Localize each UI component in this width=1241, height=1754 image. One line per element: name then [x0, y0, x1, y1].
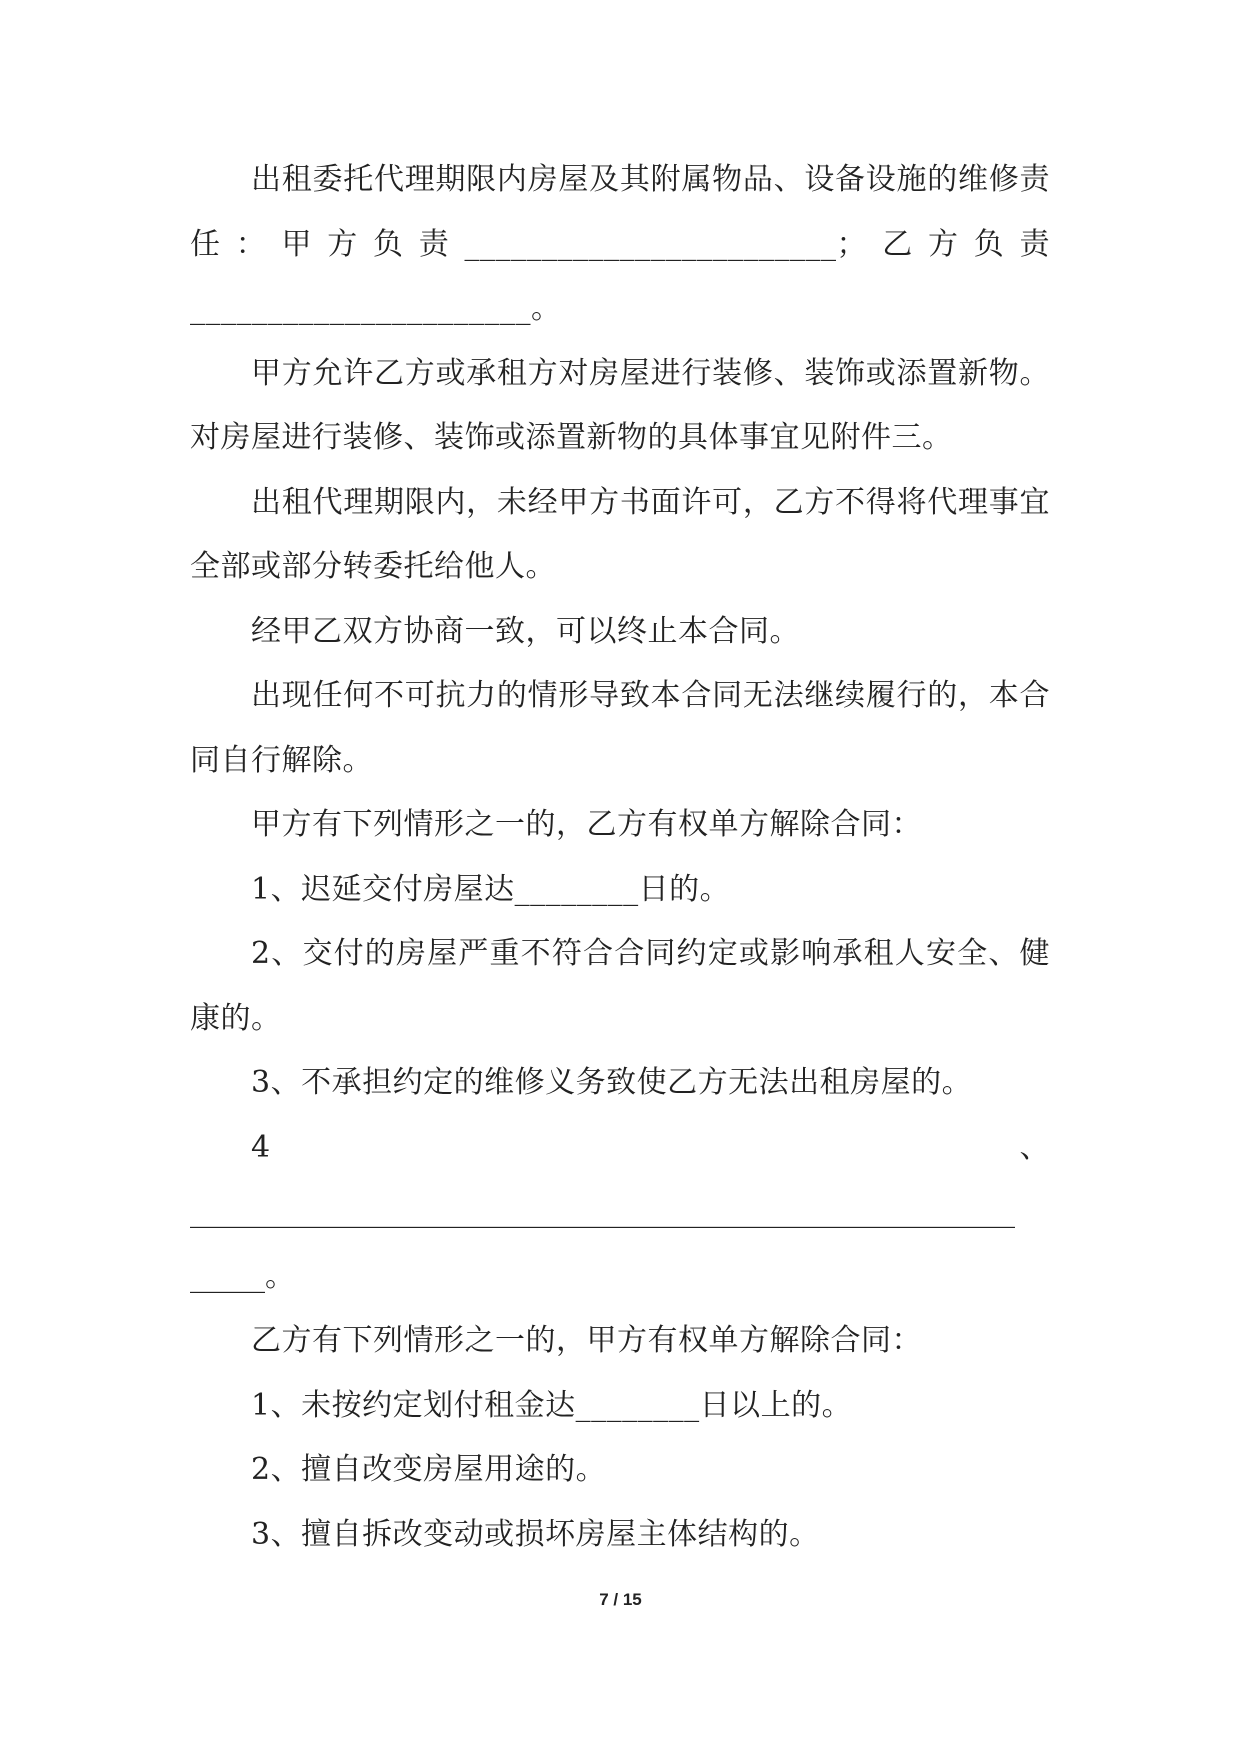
- paragraph-line: 乙方有下列情形之一的，甲方有权单方解除合同：: [251, 1323, 922, 1358]
- list-item-line: 3、不承担约定的维修义务致使乙方无法出租房屋的。: [251, 1065, 973, 1100]
- blank-fill-line: _______________________________________________________: [190, 1194, 1015, 1229]
- paragraph-party-b-termination-heading: [190, 793, 1050, 858]
- paragraph-line: ______________________。: [190, 291, 562, 326]
- list-item-number: 4: [251, 1129, 271, 1165]
- list-item-b3: [190, 1503, 1050, 1568]
- list-item-a3: [190, 1051, 1050, 1116]
- paragraph-line: 对房屋进行装修、装饰或添置新物的具体事宜见附件三。: [190, 420, 953, 455]
- list-item-line: 2、交付的房屋严重不符合合同约定或影响承租人安全、健: [251, 936, 1050, 971]
- paragraph-line: 同自行解除。: [190, 742, 373, 778]
- paragraph-mutual-termination: [190, 600, 1050, 665]
- list-item-separator: 、: [1019, 1129, 1050, 1165]
- paragraph-line: 出租委托代理期限内房屋及其附属物品、设备设施的维修责: [251, 162, 1050, 197]
- paragraph-line: 出租代理期限内，未经甲方书面许可，乙方不得将代理事宜: [251, 484, 1050, 520]
- paragraph-party-a-termination-heading: [190, 1309, 1050, 1374]
- paragraph-line: 甲方有下列情形之一的，乙方有权单方解除合同：: [251, 807, 922, 842]
- list-item-line: 2、擅自改变房屋用途的。: [251, 1452, 607, 1487]
- paragraph-line: 任：甲方负责________________________；乙方负责: [190, 226, 1050, 262]
- list-item-b2: [190, 1438, 1050, 1503]
- list-item-b1: [190, 1374, 1050, 1439]
- paragraph-line: 出现任何不可抗力的情形导致本合同无法继续履行的，本合: [251, 678, 1050, 713]
- list-item-a1: [190, 858, 1050, 923]
- page-number: 7 / 15: [599, 1590, 642, 1609]
- paragraph-force-majeure: [190, 664, 1050, 793]
- paragraph-line: 甲方允许乙方或承租方对房屋进行装修、装饰或添置新物。: [251, 355, 1050, 391]
- list-item-a2: [190, 922, 1050, 1051]
- paragraph-line: 全部或部分转委托给他人。: [190, 549, 556, 584]
- list-item-line: [190, 1116, 1050, 1181]
- paragraph-line: 经甲乙双方协商一致，可以终止本合同。: [251, 613, 800, 649]
- document-body: [190, 148, 1050, 1567]
- list-item-line: 康的。: [190, 1000, 282, 1036]
- list-item-line: 1、迟延交付房屋达________日的。: [251, 871, 731, 907]
- list-item-line: 3、擅自拆改变动或损坏房屋主体结构的。: [251, 1516, 820, 1552]
- list-item-a4: [190, 1116, 1050, 1310]
- blank-fill-line: _____。: [190, 1258, 295, 1294]
- list-item-line: 1、未按约定划付租金达________日以上的。: [251, 1387, 853, 1423]
- paragraph-no-subdelegation: [190, 471, 1050, 600]
- paragraph-decoration-permission: [190, 342, 1050, 471]
- paragraph-maintenance-responsibility: [190, 148, 1050, 342]
